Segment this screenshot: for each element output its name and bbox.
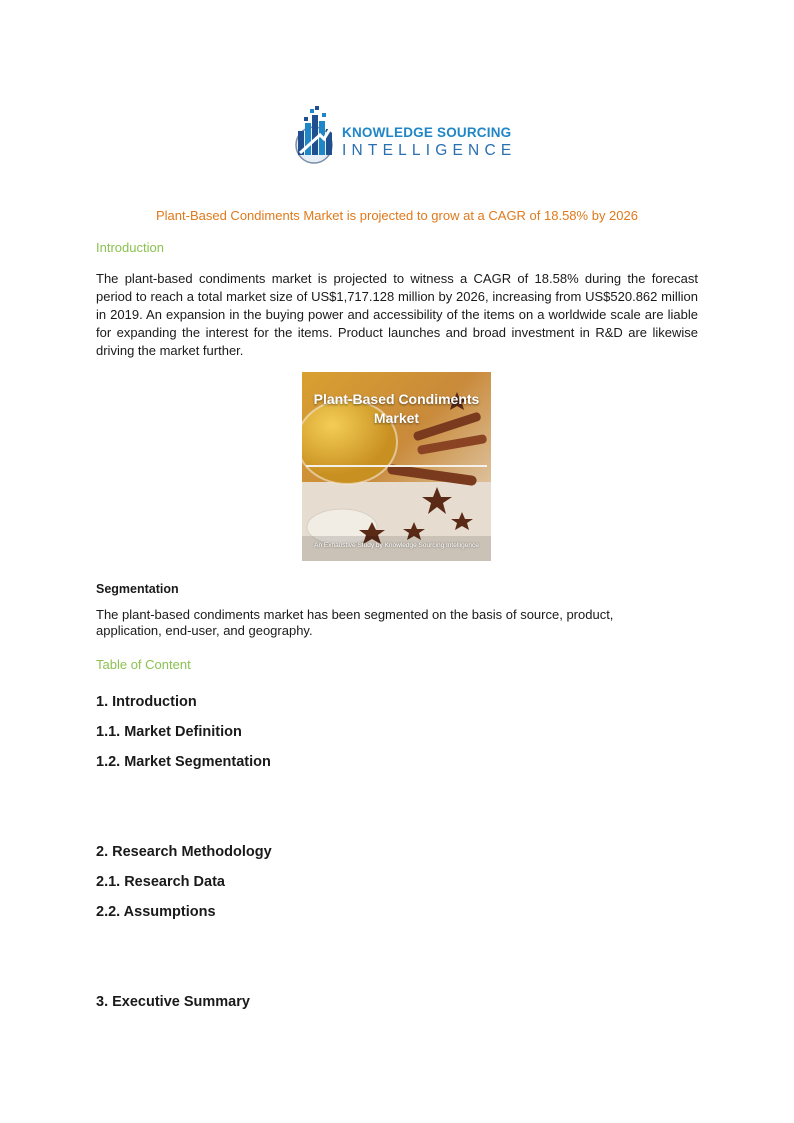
segmentation-paragraph: The plant-based condiments market has been segmented on the basis of source, product, application, end-user, and geography.: [96, 607, 614, 638]
cover-caption: An Exhaustive Study by Knowledge Sourcing Intelligence: [314, 542, 479, 549]
toc-item: 3. Executive Summary: [96, 994, 250, 1010]
segmentation-heading: Segmentation: [96, 582, 179, 596]
cover-divider: [306, 465, 487, 467]
cover-title: [302, 390, 491, 428]
document-title: Plant-Based Condiments Market is projected to grow at a CAGR of 18.58% by 2026: [156, 208, 638, 223]
report-cover-image: [302, 372, 491, 561]
toc-item: 1.2. Market Segmentation: [96, 754, 271, 770]
toc-item: 1.1. Market Definition: [96, 724, 242, 740]
cover-title-line1: Plant-Based Condiments: [313, 391, 480, 407]
toc-heading: Table of Content: [96, 657, 191, 672]
introduction-heading: Introduction: [96, 240, 164, 255]
introduction-paragraph: The plant-based condiments market is projected to witness a CAGR of 18.58% during the forecast period to reach a total market size of US$1,717.128 million by 2026, increasing from US$520.862 million in 2019. An expansion in the buying power and accessibility of the items on a worldwide scale are liable for expanding the interest for the items. Product launches and broad investment in R&D are likewise driving the market further.: [96, 271, 698, 358]
company-logo: [290, 105, 517, 165]
toc-item: 1. Introduction: [96, 694, 197, 710]
logo-text-line1: KNOWLEDGE SOURCING: [342, 125, 512, 140]
toc-item: 2.1. Research Data: [96, 874, 225, 890]
toc-item: 2. Research Methodology: [96, 844, 272, 860]
logo-text-line2: INTELLIGENCE: [342, 142, 517, 159]
cover-title-line2: Market: [373, 410, 420, 426]
logo-mark-icon: [290, 105, 340, 165]
toc-item: 2.2. Assumptions: [96, 904, 216, 920]
